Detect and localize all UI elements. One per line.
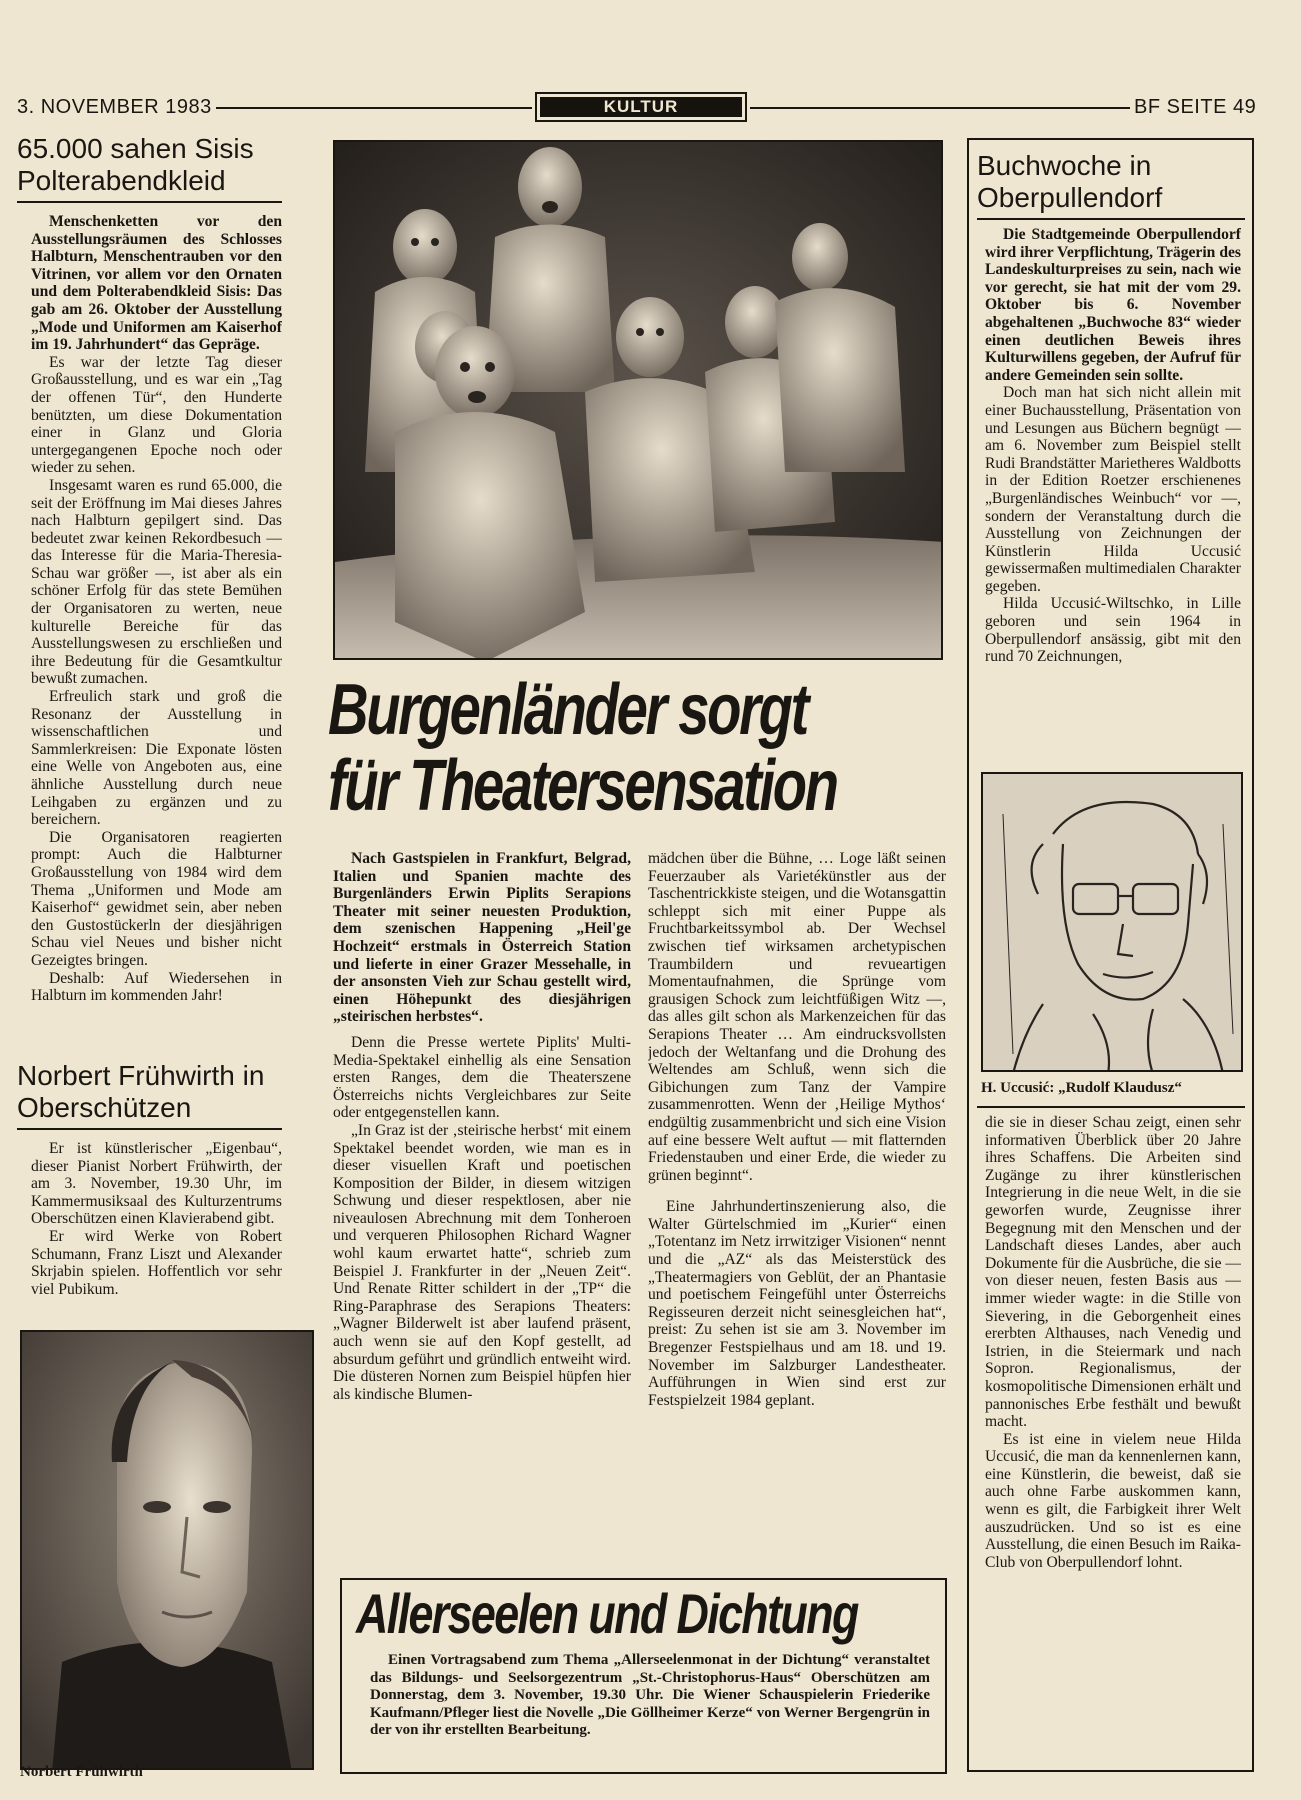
- fruehwirth-photo: [20, 1330, 314, 1770]
- sisi-paragraph: Insgesamt waren es rund 65.000, die seit der Eröffnung im Mai dieses Jahres nach Halbturn gepilgert sind. Das bedeutet zwar keinen Rekordbesuch — das Interesse für die Maria-Theresia-Schau war größer —, ist aber als ein schöner Erfolg für das stete Bemühen der Organisatoren zu werten, neue kulturelle Bereiche für das Ausstellungswesen zu erschließen und ihre Bedeutung für die Gesamtkultur bewußt zumachen.: [31, 476, 282, 688]
- uccusic-caption: H. Uccusić: „Rudolf Klaudusz“: [981, 1080, 1182, 1096]
- theater-paragraph: mädchen über die Bühne, … Loge läßt seinen Feuerzauber als Varietékünstler aus der Taschentrickkiste steigen, und die Wotansgattin schleppt sich mit einer Puppe als Fruchtbarkeitssymbol ab. Der Wechsel zwischen tief wirksamen archetypischen Traumbildern und revueartigen Momentaufnahmen, die Sprünge vom grausigen Schock zum leichtfüßigen Witz —, das alles gilt schon als Markenzeichen für das Serapions Theater … Am eindrucksvollsten jedoch der Weltanfang und die Drohung des Weltendes am Schluß, wenn sich die Gibichungen zum Tanz der Vampire zusammenrotten. Wenn der ‚Heilige Mythos‘ endgültig zusammenbricht und sich eine Vision auf eine bessere Welt auftut — mit flatternden Friedenstauben und einer Erde, die wieder zu grünen beginnt“.: [648, 850, 946, 1184]
- allerseelen-box: [340, 1578, 947, 1774]
- issue-date: 3. NOVEMBER 1983: [17, 96, 212, 118]
- section-box: [535, 92, 747, 122]
- allerseelen-text: Einen Vortragsabend zum Thema „Allerseelenmonat in der Dichtung“ veranstaltet das Bildungs- und Seelsorgezentrum „St.-Christophorus-Haus“ Oberschützen am Donnerstag, dem 3. November, 19.30 Uhr. Die Wiener Schauspielerin Friederike Kaufmann/Pfleger liest die Novelle „Die Göllheimer Kerze“ von Werner Bergengrün in der von ihr erstellten Bearbeitung.: [370, 1652, 930, 1738]
- buchwoche-paragraph: Es ist eine in vielem neue Hilda Uccusić, die man da kennenlernen kann, eine Künstlerin, die beweist, daß sie auch ohne Farbe auskommen kann, wenn es gilt, die Farbigkeit ihrer Welt auszudrücken. Und so ist es eine Ausstellung, die einen Besuch im Raika-Club von Oberpullendorf lohnt.: [985, 1430, 1241, 1571]
- section-label: KULTUR: [540, 97, 742, 117]
- sisi-lead: Menschenketten vor den Ausstellungsräumen des Schlosses Halbturn, Menschentrauben vor den Vitrinen, vor allem vor den Ornaten und dem Polterabendkleid Sisis: Das gab am 26. Oktober der Ausstellung „Mode und Uniformen am Kaiserhof im 19. Jahrhundert“ das Gepräge.: [31, 213, 282, 354]
- theater-paragraph: Eine Jahrhundertinszenierung also, die Walter Gürtelschmied im „Kurier“ einen „Totentanz im Netz irrwitziger Visionen“ nennt und die „AZ“ als das Meisterstück des „Theatermagiers von Geblüt, der an Phantasie und poetischem Feingefühl unter Österreichs Regisseuren derzeit nicht seinesgleichen hat“, preist: Zu sehen ist sie am 3. November im Bregenzer Festspielhaus und am 18. und 19. November im Salzburger Landestheater. Aufführungen in Wien sind erst zur Festspielzeit 1984 geplant.: [648, 1198, 946, 1409]
- fruehwirth-article: [17, 1060, 282, 1325]
- sisi-paragraph: Es war der letzte Tag dieser Großausstellung, und es war ein „Tag der offenen Tür“, den Hunderte benützten, um diese Dokumentation einer in Glanz und Gloria untergegangenen Epoche noch oder wieder zu sehen.: [31, 353, 282, 477]
- theater-headline-line2: für Theatersensation: [328, 746, 837, 826]
- fruehwirth-caption: Norbert Frühwirth: [20, 1764, 143, 1780]
- sisi-rule: [17, 201, 282, 203]
- buchwoche-rule: [977, 218, 1245, 220]
- buchwoche-paragraph: die sie in dieser Schau zeigt, einen sehr informativen Überblick über 20 Jahre ihres Schaffens. Die Arbeiten sind Zugänge zu ihrer künstlerischen Integrierung in die neue Welt, in die sie geworfen wurde, Zeugnisse ihrer Begegnung mit den Menschen und der Landschaft dieses Landes, aber auch Dokumente für die Ausbrüche, die sie — von dieser neuen, festen Basis aus — immer wieder wagte: in die Stille von Sievering, in die Geborgenheit eines ererbten Althauses, nach Venedig und Istrien, in die Steiermark und nach Sopron. Regionalismus, der kosmopolitische Dimensionen erhält und pannonisches Erbe festhält und bewußt macht.: [985, 1114, 1241, 1431]
- header-rule-left: [216, 107, 532, 109]
- caption-rule: [977, 1106, 1245, 1108]
- allerseelen-headline: Allerseelen und Dichtung: [356, 1582, 858, 1645]
- theater-lead: Nach Gastspielen in Frankfurt, Belgrad, Italien und Spanien machte des Burgenländers Erwin Piplits Serapions Theater mit seiner neuesten Produktion, dem szenischen Happening „Heil'ge Hochzeit“ erstmals in Österreich Station und lieferte in einer Grazer Messehalle, in der ansonsten Vieh zur Schau gestellt wird, einen Höhepunkt des diesjährigen „steirischen herbstes“.: [333, 850, 631, 1026]
- theater-column-1: [333, 850, 631, 1560]
- fruehwirth-paragraph: Er wird Werke von Robert Schumann, Franz Liszt und Alexander Skrjabin spielen. Hoffentlich vor sehr viel Pubikum.: [31, 1227, 282, 1298]
- buchwoche-bottom-text: [985, 1114, 1241, 1764]
- theater-paragraph: Denn die Presse wertete Piplits' Multi-Media-Spektakel einhellig als eine Sensation ersten Ranges, dem die Theaterszene Österreichs nichts Vergleichbares zur Seite oder entgegenstellen kann.: [333, 1033, 631, 1122]
- dancers-image: [335, 142, 943, 660]
- theater-paragraph: „In Graz ist der ‚steirische herbst‘ mit einem Spektakel beendet worden, wie man es in dieser visuellen Kraft und poetischen Komposition der Bilder, in diesem witzigen Schwung und dieser respektlosen, aber nie niveaulosen Abrechnung mit dem Tonheroen und verqueren Philosophen Richard Wagner wohl kaum erwartet hatte“, schrieb zum Beispiel J. Frankfurter in der „Neuen Zeit“. Und Renate Ritter schildert in der „TP“ die Ring-Paraphrase des Serapions Theaters: „Wagner Bilderwelt ist aber laufend präsent, auch wenn sie auf den Kopf gestellt, ad absurdum geführt und gründlich entweiht wird. Die düsteren Nornen zum Beispiel hüpfen hier als kindische Blumen-: [333, 1121, 631, 1403]
- buchwoche-paragraph: Doch man hat sich nicht allein mit einer Buchausstellung, Präsentation von und Lesungen aus Büchern begnügt — am 6. November zum Beispiel stellt Rudi Brandstätter Marietheres Waldbotts in der Edition Roetzer erschienenes „Burgenländisches Weinbuch“ vor —, sondern der Veranstaltung durch die Ausstellung von Zeichnungen der Künstlerin Hilda Uccusić gewissermaßen multimedialen Charakter gegeben.: [985, 384, 1241, 595]
- uccusic-drawing: [981, 772, 1243, 1072]
- theater-photo: [333, 140, 943, 660]
- sketch-image: [983, 774, 1243, 1072]
- sisi-paragraph: Deshalb: Auf Wiedersehen in Halbturn im kommenden Jahr!: [31, 969, 282, 1005]
- buchwoche-headline: Buchwoche in Oberpullendorf: [977, 150, 1163, 213]
- buchwoche-lead: Die Stadtgemeinde Oberpullendorf wird ihrer Verpflichtung, Trägerin des Landeskulturpreises zu sein, nach wie vor gerecht, sie hat mit der vom 29. Oktober bis 6. November abgehaltenen „Buchwoche 83“ wieder einen deutlichen Beweis ihres Kulturwillens gegeben, der Aufruf für andere Gemeinden sein sollte.: [985, 226, 1241, 384]
- header-rule-right: [750, 107, 1130, 109]
- sisi-paragraph: Erfreulich stark und groß die Resonanz der Ausstellung in wissenschaftlichen und Sammlerkreisen: Die Exponate lösten eine Welle von Angeboten aus, eine ähnliche Ausstellung durch neue Leihgaben zu ergänzen und zu bereichern.: [31, 688, 282, 829]
- buchwoche-box: [967, 138, 1254, 1772]
- portrait-image: [22, 1332, 314, 1770]
- theater-headline-line1: Burgenländer sorgt: [328, 670, 807, 750]
- sisi-article: [17, 133, 282, 1038]
- sisi-headline: 65.000 sahen Sisis Polterabendkleid: [17, 133, 254, 196]
- theater-column-2: [648, 850, 946, 1560]
- fruehwirth-headline: Norbert Frühwirth in Oberschützen: [17, 1060, 265, 1123]
- fruehwirth-rule: [17, 1128, 282, 1130]
- fruehwirth-paragraph: Er ist künstlerischer „Eigenbau“, dieser Pianist Norbert Frühwirth, der am 3. November, 19.30 Uhr, im Kammermusiksaal des Kulturzentrums Oberschützen einen Klavierabend gibt.: [31, 1140, 282, 1228]
- buchwoche-paragraph: Hilda Uccusić-Wiltschko, in Lille geboren und sein 1964 in Oberpullendorf ansässig, gibt mit den rund 70 Zeichnungen,: [985, 595, 1241, 666]
- sisi-paragraph: Die Organisatoren reagierten prompt: Auch die Halbturner Großausstellung von 1984 wird dem Thema „Uniformen und Mode am Kaiserhof“ gewidmet sein, aber neben den Gustostückerln der diesjährigen Schau viel Neues und bisher nicht Gezeigtes bringen.: [31, 828, 282, 969]
- page-number: BF SEITE 49: [1134, 96, 1257, 118]
